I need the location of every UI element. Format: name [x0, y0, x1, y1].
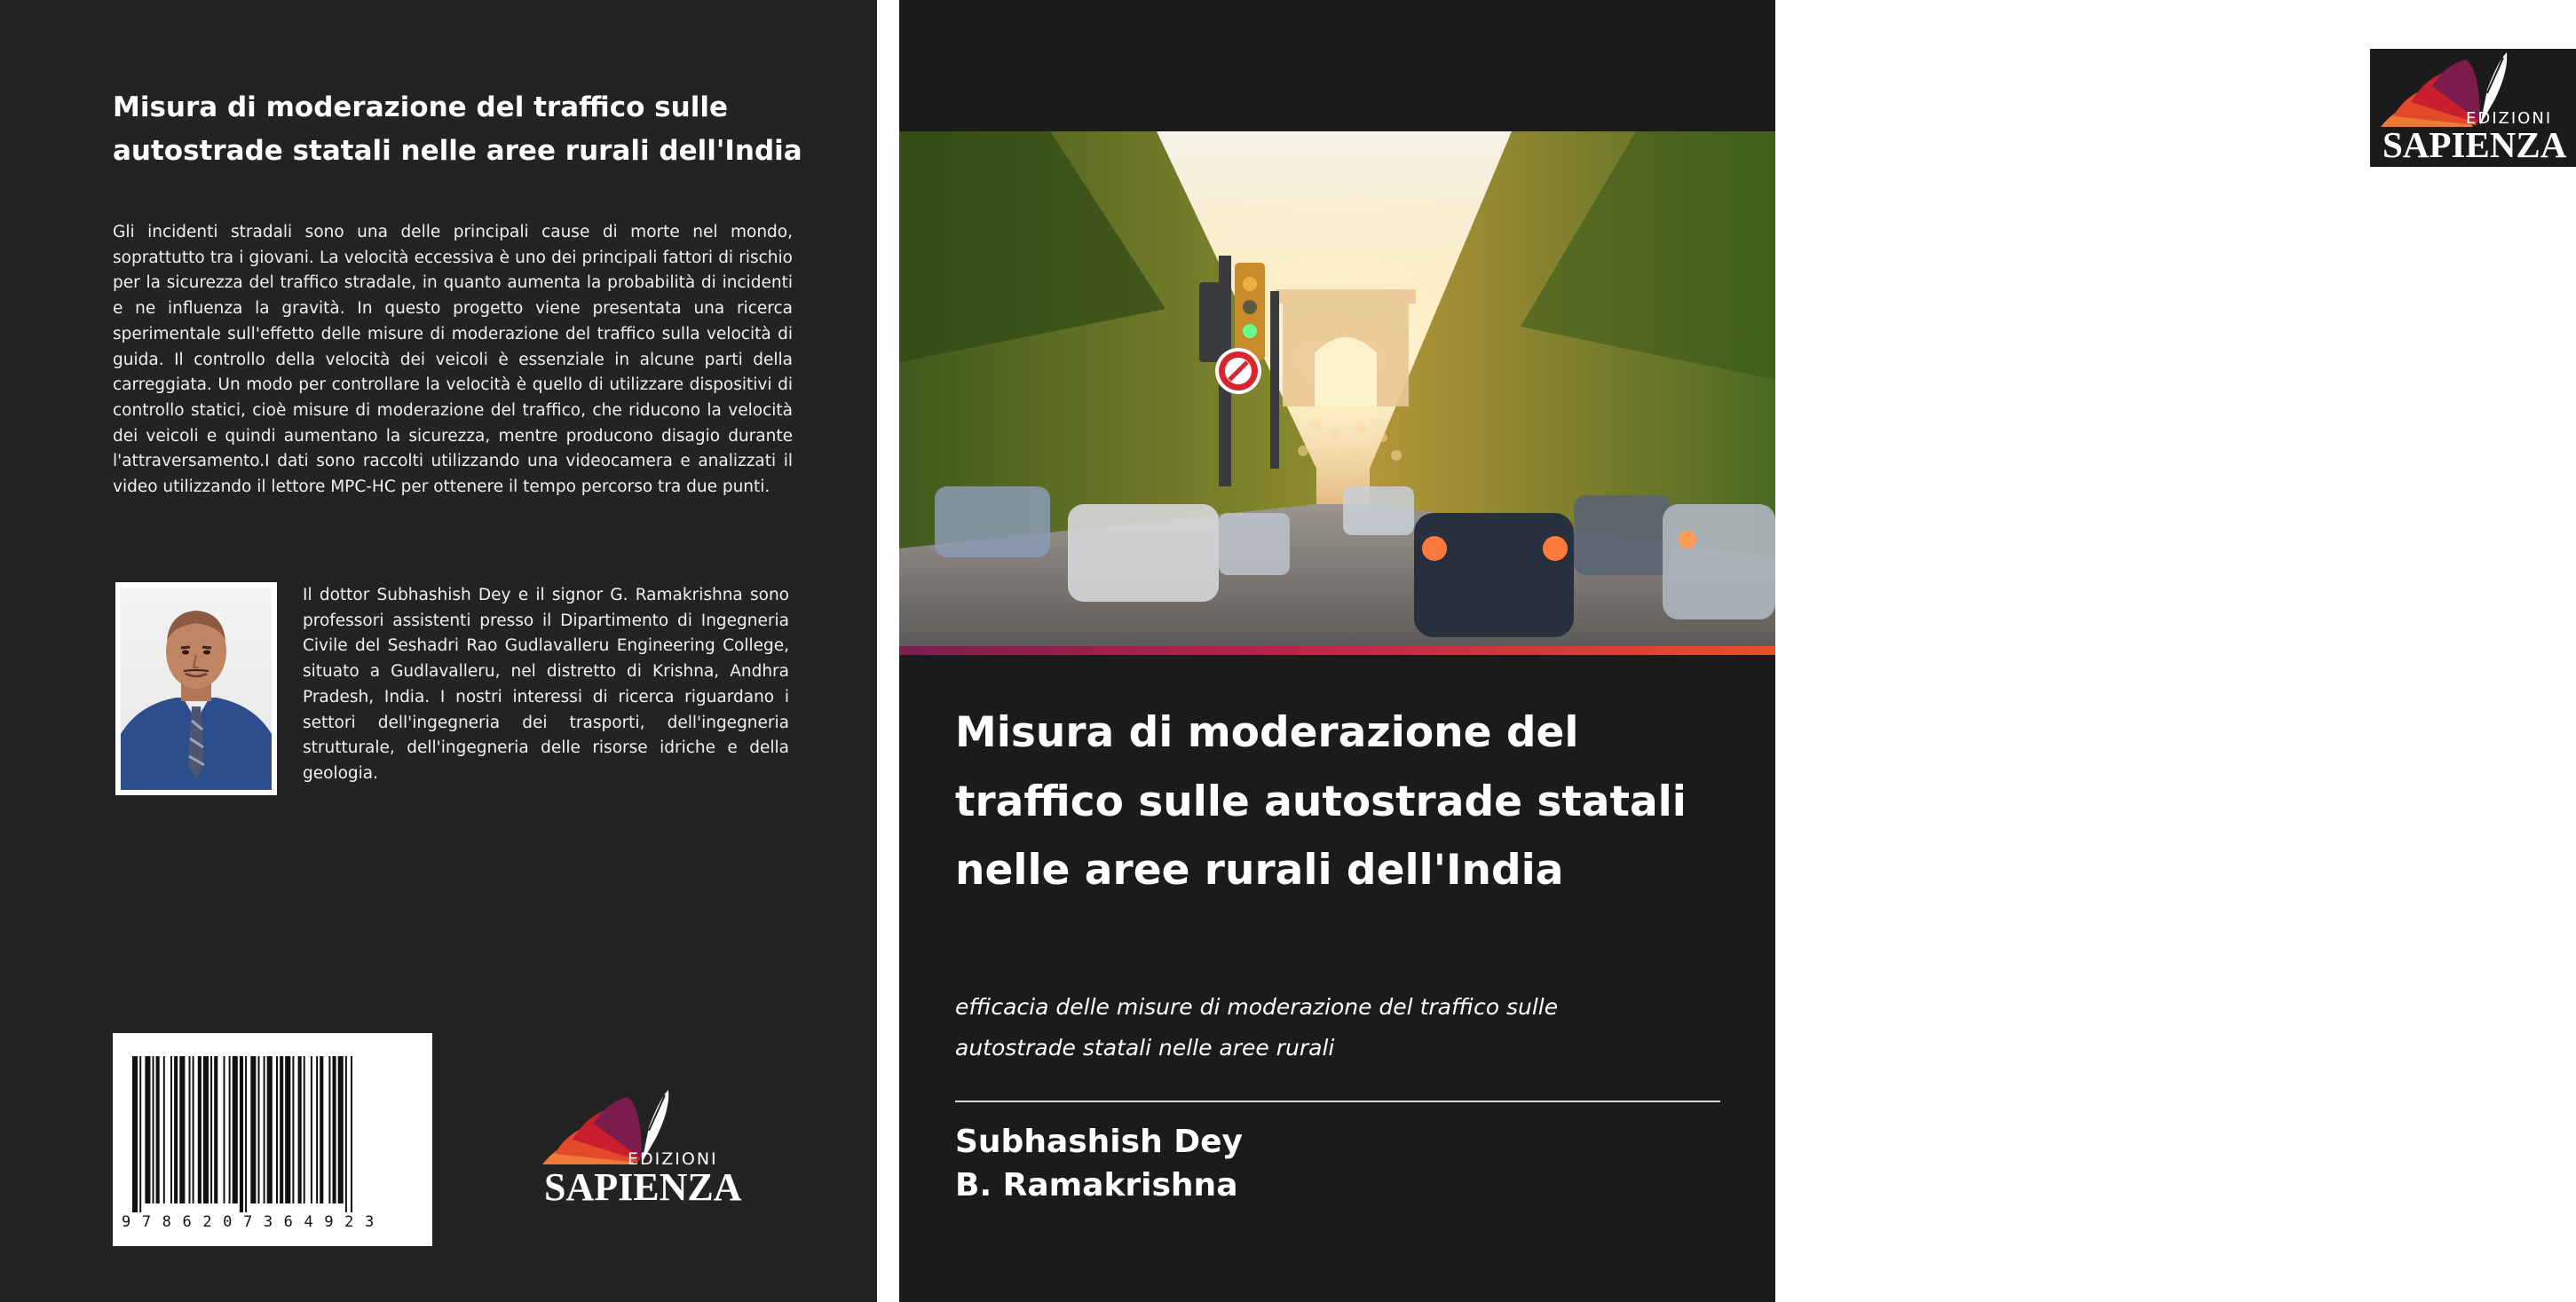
- back-cover-abstract: Gli incidenti stradali sono una delle principali cause di morte nel mondo, soprattutto tra i giovani. La velocità eccessiva è uno dei principali fattori di rischio per la sicurezza del traffico stradale, in quanto aumenta la probabilità di incidenti e ne influenza la gravità. In questo progetto viene presentata una ricerca sperimentale sull'effetto delle misure di moderazione del traffico sulla velocità di guida. Il controllo della velocità dei veicoli è essenziale in alcune parti della carreggiata. Un modo per controllare la velocità è quello di utilizzare dispositivi di controllo statici, cioè misure di moderazione del traffico, che riducono la velocità dei veicoli e quindi aumentano la sicurezza, mentre producono disagio durante l'attraversamento.I dati sono raccolti utilizzando una videocamera e analizzati il video utilizzando il lettore MPC-HC per ottenere il tempo percorso tra due punti.: [113, 223, 793, 497]
- barcode-bar: [139, 1056, 141, 1212]
- back-publisher-logo: [535, 1083, 742, 1209]
- back-cover-title: Misura di moderazione del traffico sulle autostrade statali nelle aree rurali dell'India: [113, 91, 802, 167]
- barcode-bar: [229, 1056, 231, 1203]
- barcode-bar: [311, 1056, 312, 1203]
- barcode-bar: [264, 1056, 265, 1203]
- barcode-bar: [292, 1056, 294, 1203]
- barcode-bar: [224, 1056, 225, 1203]
- barcode-bar: [174, 1056, 178, 1203]
- barcode-bar: [280, 1056, 283, 1203]
- barcode-bar: [298, 1056, 302, 1203]
- front-cover-subtitle: efficacia delle misure di moderazione del traffico sulle autostrade statali nelle aree rurali: [955, 994, 1559, 1061]
- back-cover: [0, 0, 877, 1302]
- barcode-bar: [170, 1056, 172, 1203]
- front-cover: [899, 0, 2567, 1302]
- barcode-bar: [328, 1056, 330, 1203]
- barcode-bar: [145, 1056, 150, 1203]
- barcode-bar: [214, 1056, 217, 1203]
- author-bio: Il dottor Subhashish Dey e il signor G. Ramakrishna sono professori assistenti presso il Dipartimento di Ingegneria Civile del Seshadri Rao Gudlavalleru Engineering College, situato a Gudlavalleru, nel distretto di Krishna, Andhra Pradesh, India. I nostri interessi di ricerca riguardano i settori dell'ingegneria dei trasporti, dell'ingegneria strutturale, dell'ingegneria delle risorse idriche e della geologia.: [303, 586, 789, 783]
- barcode-bar: [285, 1056, 290, 1203]
- barcode-bar: [320, 1056, 323, 1203]
- barcode-bar: [193, 1056, 194, 1203]
- author-name: Subhashish Dey: [955, 1124, 1243, 1160]
- barcode-bar: [179, 1056, 185, 1203]
- barcode-digits: 9786207364923: [122, 1213, 385, 1231]
- cover-photo: [899, 131, 1775, 646]
- barcode-bar: [210, 1056, 212, 1203]
- accent-strip: [899, 646, 1775, 655]
- front-cover-title: Misura di moderazione del traffico sulle autostrade statali nelle aree rurali dell'India: [955, 708, 1687, 895]
- front-publisher-logo: [2370, 49, 2576, 167]
- logo-edizioni-text: EDIZIONI: [2466, 109, 2553, 128]
- logo-edizioni-text: EDIZIONI: [628, 1149, 718, 1169]
- author-list: [955, 1120, 1243, 1207]
- barcode-bar: [304, 1056, 305, 1203]
- barcode-bar: [233, 1056, 238, 1203]
- author-portrait-icon: [121, 588, 272, 790]
- barcode-bar: [250, 1056, 256, 1203]
- author-name: B. Ramakrishna: [955, 1167, 1238, 1203]
- barcode-bar: [351, 1056, 352, 1212]
- logo-sapienza-text: SAPIENZA: [544, 1165, 742, 1209]
- barcode-bar: [267, 1056, 273, 1203]
- barcode-bar: [198, 1056, 201, 1203]
- tree-lined-avenue-with-traffic-and-arch-icon: [899, 131, 1775, 646]
- logo-sapienza-text: SAPIENZA: [2382, 124, 2567, 165]
- barcode-bar: [245, 1056, 247, 1212]
- isbn-barcode: [113, 1033, 432, 1246]
- barcode-bar: [316, 1056, 318, 1203]
- barcode-bar: [345, 1056, 347, 1212]
- barcode-bar: [240, 1056, 243, 1212]
- barcode-bar: [276, 1056, 278, 1203]
- barcode-bars-icon: [113, 1033, 432, 1215]
- barcode-bar: [163, 1056, 165, 1203]
- barcode-bar: [203, 1056, 209, 1203]
- barcode-bar: [258, 1056, 260, 1203]
- barcode-bar: [189, 1056, 191, 1203]
- barcode-bar: [153, 1056, 154, 1203]
- barcode-bar: [132, 1056, 138, 1212]
- spine-gap: [877, 0, 899, 1302]
- divider: [955, 1101, 1720, 1102]
- barcode-bar: [338, 1056, 344, 1203]
- barcode-bar: [156, 1056, 160, 1203]
- author-photo: [115, 582, 277, 795]
- barcode-bar: [333, 1056, 336, 1203]
